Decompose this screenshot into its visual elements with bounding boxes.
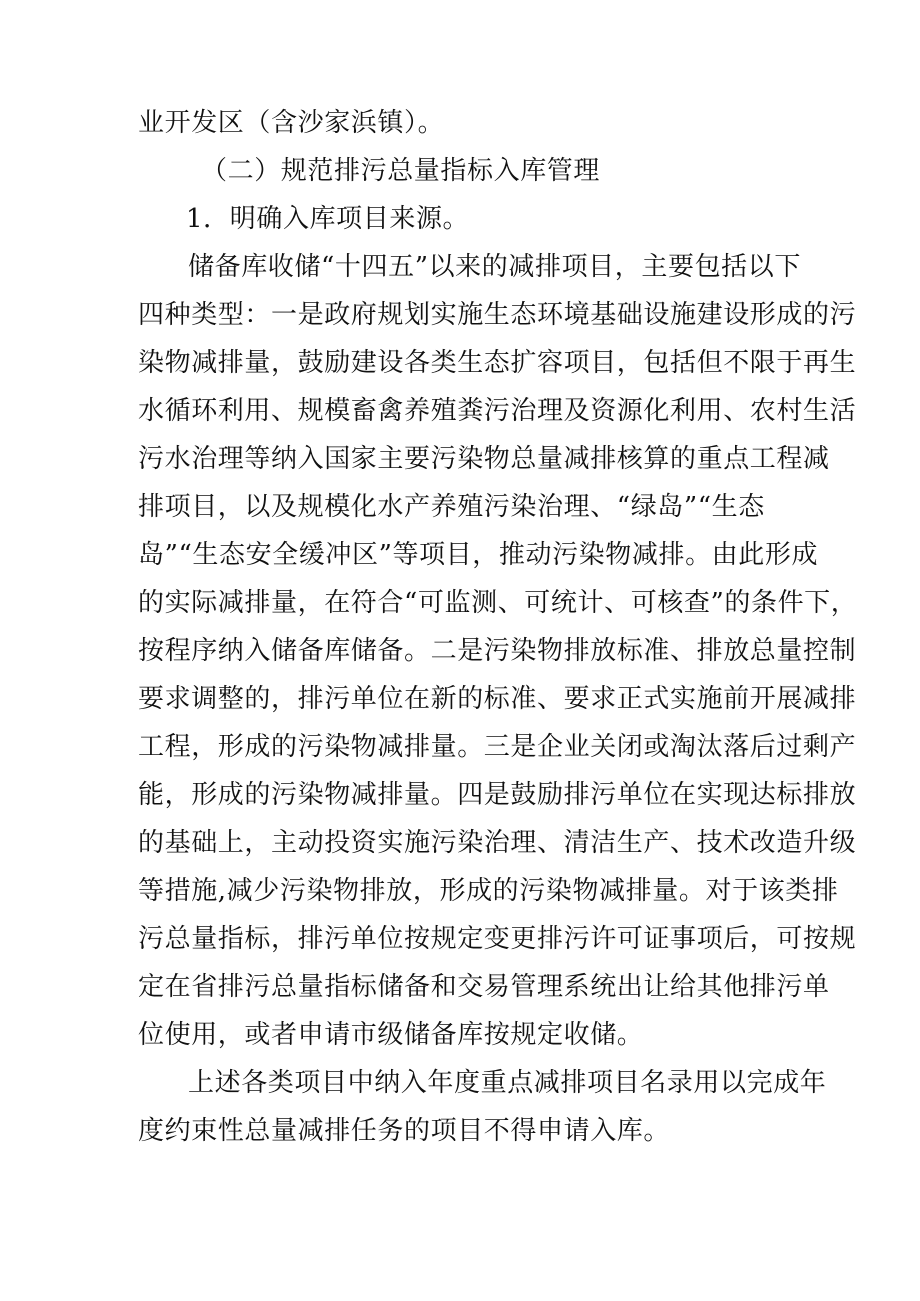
text-line: 定在省排污总量指标储备和交易管理系统出让给其他排污单 [138,972,830,1002]
text-line: 四种类型：一是政府规划实施生态环境基础设施建设形成的污 [138,300,857,330]
text-line: 污总量指标，排污单位按规定变更排污许可证事项后，可按规 [138,924,857,954]
text-line: 度约束性总量减排任务的项目不得申请入库。 [138,1116,671,1146]
text-line: 染物减排量，鼓励建设各类生态扩容项目，包括但不限于再生 [138,348,857,378]
text-line: 的实际减排量，在符合“可监测、可统计、可核查”的条件下， [138,588,858,618]
subsection-heading: 1．明确入库项目来源。 [186,204,470,234]
text-line: 按程序纳入储备库储备。二是污染物排放标准、排放总量控制 [138,636,857,666]
text-line: 污水治理等纳入国家主要污染物总量减排核算的重点工程减 [138,444,830,474]
text-line: 要求调整的，排污单位在新的标准、要求正式实施前开展减排 [138,684,857,714]
text-line: 能，形成的污染物减排量。四是鼓励排污单位在实现达标排放 [138,780,857,810]
section-heading: （二）规范排污总量指标入库管理 [201,156,601,186]
text-line: 的基础上，主动投资实施污染治理、清洁生产、技术改造升级 [138,828,857,858]
text-line: 岛”“生态安全缓冲区”等项目，推动污染物减排。由此形成 [138,540,819,570]
text-line: 排项目，以及规模化水产养殖污染治理、“绿岛”“生态 [138,492,765,522]
text-line: 等措施,减少污染物排放，形成的污染物减排量。对于该类排 [138,876,839,906]
text-line: 储备库收储“十四五”以来的减排项目，主要包括以下 [188,252,801,282]
text-line: 上述各类项目中纳入年度重点减排项目名录用以完成年 [188,1068,827,1098]
text-line: 业开发区（含沙家浜镇）。 [138,108,445,138]
text-line: 位使用，或者申请市级储备库按规定收储。 [138,1020,644,1050]
text-line: 水循环利用、规模畜禽养殖粪污治理及资源化利用、农村生活 [138,396,857,426]
text-line: 工程，形成的污染物减排量。三是企业关闭或淘汰落后过剩产 [138,732,857,762]
